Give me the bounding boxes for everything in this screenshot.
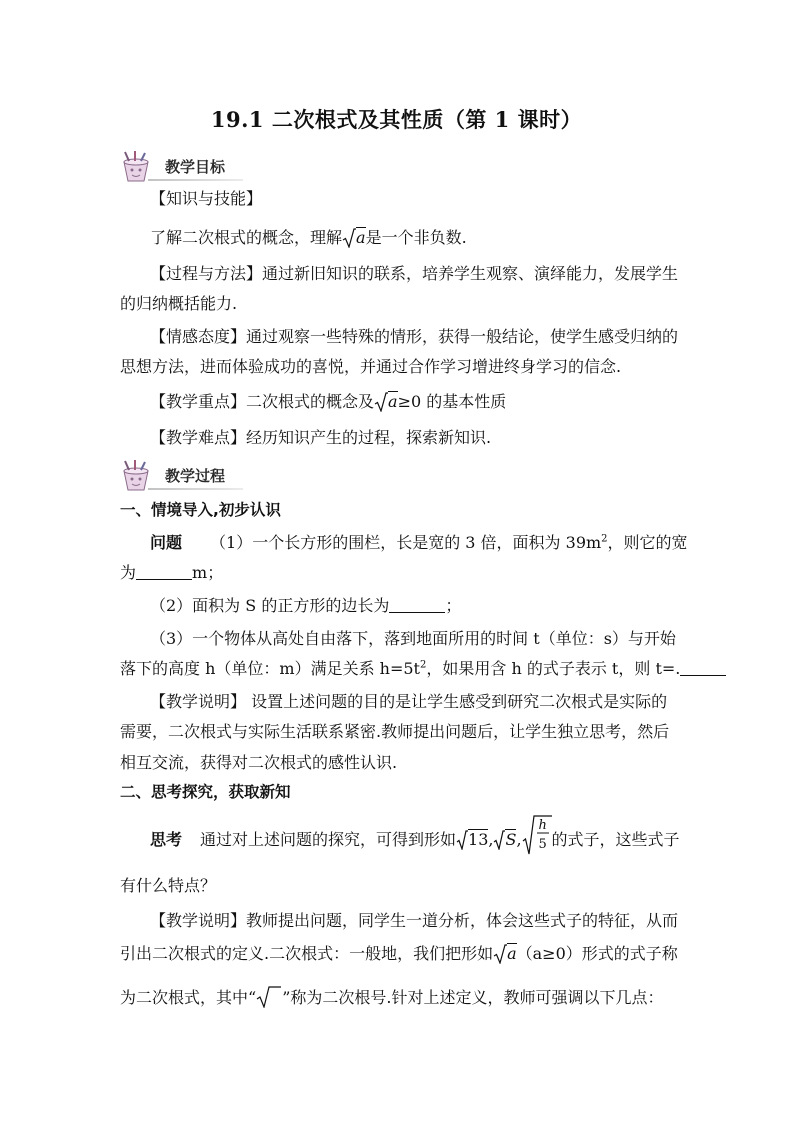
think-text-end: 的式子，这些式子 [551,830,680,849]
process-badge [118,459,248,493]
sqrt-symbol-icon [522,815,552,855]
question-3-line-2 [120,659,726,679]
answer-blank [389,598,445,613]
teaching-note-2-line-2 [120,944,678,964]
think-line-2: 有什么特点？ [120,876,217,895]
teaching-note-1-line-3: 相互交流，获得对二次根式的感性认识. [120,753,398,772]
fraction-denominator: 5 [538,837,547,852]
emotion-line-1: 【情感态度】通过观察一些特殊的情形，获得一般结论，使学生感受归纳的 [150,327,679,346]
question-3-text-end: ，如果用含 h 的式子表示 t，则 t=. [426,659,681,678]
question-2-end: ； [445,596,462,615]
question-1-wei: 为 [120,563,137,582]
note-text-end: （a≥0）形式的式子称 [516,944,678,963]
sqrt-radicand: 13 [468,830,489,849]
method-line-1: 【过程与方法】通过新旧知识的联系，培养学生观察、演绎能力，发展学生 [150,264,679,283]
sqrt-fraction [522,818,552,852]
answer-blank [680,661,726,676]
badge-label: 教学目标 [164,158,225,176]
question-2-text: （2）面积为 S 的正方形的边长为 [150,596,390,615]
note-text: 引出二次根式的定义.二次根式：一般地，我们把形如 [120,944,494,963]
section-2-heading: 二、思考探究，获取新知 [120,783,291,801]
note-text: 设置上述问题的目的是让学生感受到研究二次根式是实际的 [246,692,668,711]
sqrt-radicand: a [388,392,398,411]
think-label: 思考 [150,830,183,849]
sqrt-symbol-icon [456,830,468,850]
radical-sign-icon [256,986,282,1008]
think-text: 通过对上述问题的探究，可得到形如 [200,830,457,849]
superscript: 2 [601,533,608,545]
question-1-line-1 [150,533,688,553]
method-line-2: 的归纳概括能力. [120,294,238,313]
sqrt-symbol-icon [342,228,356,248]
question-2-line [150,596,461,616]
question-3-text: 落下的高度 h（单位：m）满足关系 h=5t [120,659,420,678]
note-text-end: ”称为二次根号.针对上述定义，教师可强调以下几点： [282,988,664,1007]
badge-label: 教学过程 [164,467,225,485]
section-1-heading: 一、情境导入,初步认识 [120,501,281,519]
teaching-note-2-line-3 [120,986,663,1008]
teaching-note-2-line-1: 【教学说明】教师提出问题，同学生一道分析，体会这些式子的特征，从而 [150,911,679,930]
sqrt-symbol-icon [493,830,505,850]
sqrt-radicand: a [507,944,517,963]
knowledge-line [150,228,467,248]
question-label: 问题 [150,533,183,552]
difficulty-line: 【教学难点】经历知识产生的过程，探索新知识. [150,428,492,447]
badge-underline [148,179,243,181]
key-point-text-end: ≥0 的基本性质 [397,392,507,411]
question-1-unit: m； [192,563,224,582]
knowledge-text: 了解二次根式的概念，理解 [150,228,343,247]
note-label: 【教学说明】 [150,692,247,711]
key-point-line [150,392,506,412]
question-1-line-2 [120,563,223,583]
sqrt-radicand: S [505,830,517,849]
teaching-note-1-line-1 [150,692,667,712]
superscript: 2 [419,659,427,671]
page-title: 19.1 二次根式及其性质（第 1 课时） [210,107,583,132]
sqrt-radicand: a [356,228,366,247]
answer-blank [136,565,192,580]
fraction-numerator: h [538,818,547,833]
question-1-text-end: ，则它的宽 [607,533,688,552]
question-3-line-1: （3）一个物体从高处自由落下，落到地面所用的时间 t（单位：s）与开始 [150,629,676,648]
question-1-text: （1）一个长方形的围栏，长是宽的 3 倍，面积为 39m [210,533,602,552]
teaching-note-1-line-2: 需要，二次根式与实际生活联系紧密.教师提出问题后，让学生独立思考，然后 [120,722,670,741]
emotion-line-2: 思想方法，进而体验成功的喜悦，并通过合作学习增进终身学习的信念. [120,357,622,376]
note-text: 为二次根式，其中“ [120,988,257,1007]
knowledge-heading: 【知识与技能】 [150,189,263,208]
key-point-text: 【教学重点】二次根式的概念及 [150,392,375,411]
sqrt-symbol-icon [374,392,388,412]
sqrt-symbol-icon [493,944,507,964]
badge-underline [148,488,243,490]
objectives-badge [118,150,248,184]
knowledge-text-end: 是一个非负数. [365,228,467,247]
think-line-1: 思考 通过对上述问题的探究，可得到形如 13, S, h 5 的式子，这些式子 [150,829,680,850]
